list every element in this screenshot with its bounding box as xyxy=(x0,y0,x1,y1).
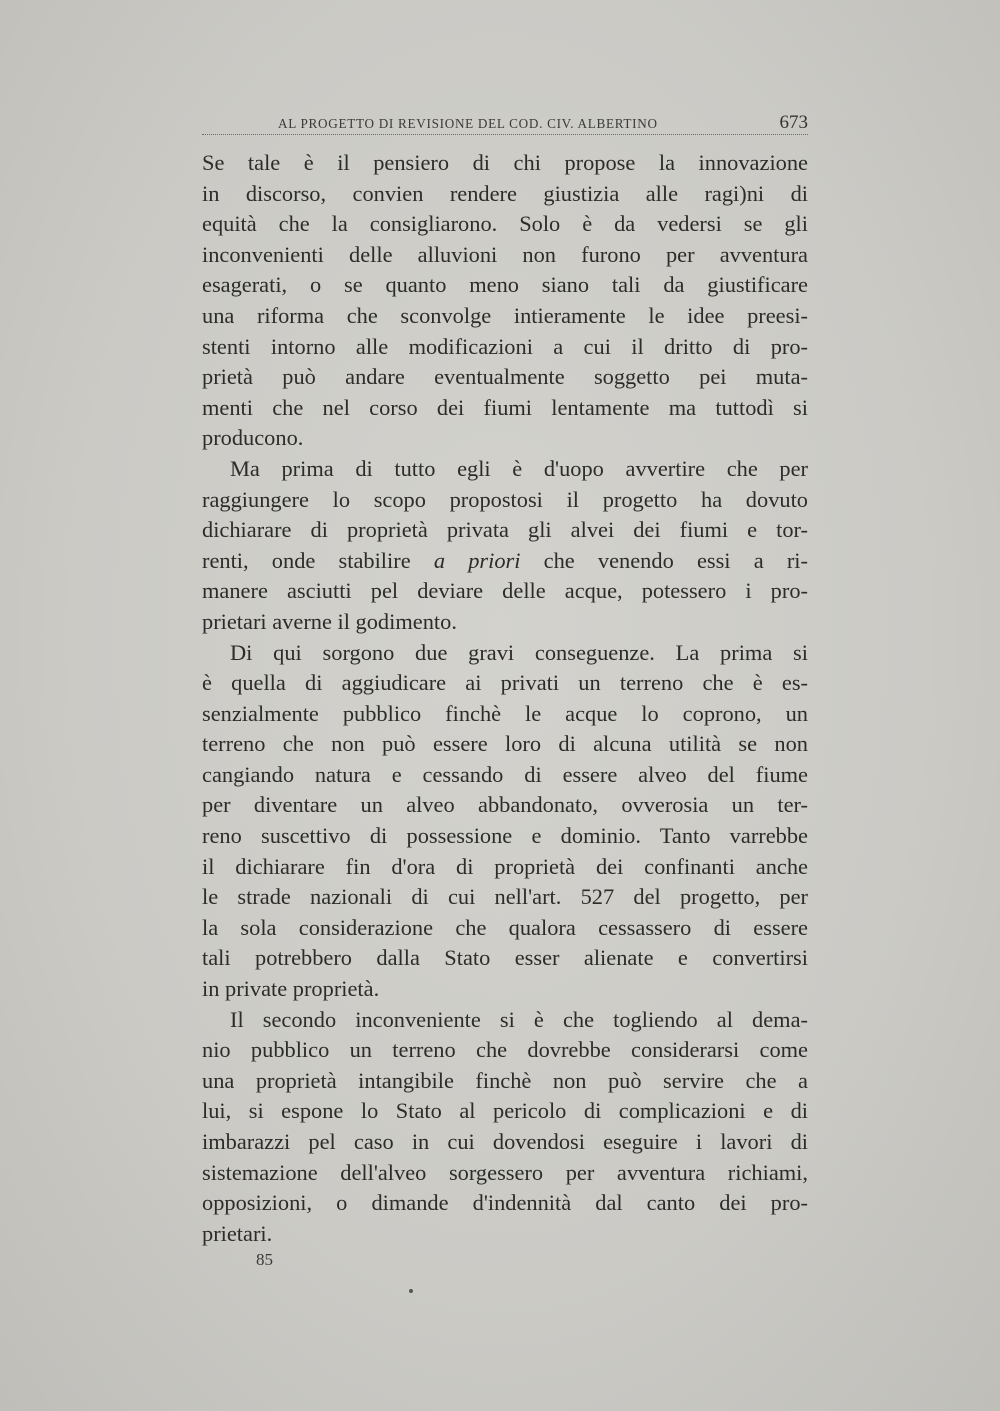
text-line: per diventare un alveo abbandonato, ovverosia un ter- xyxy=(202,792,808,818)
text-line: esagerati, o se quanto meno siano tali da giustificare xyxy=(202,272,808,298)
text-line: sistemazione dell'alveo sorgessero per avventura richiami, xyxy=(202,1159,808,1185)
text-line: le strade nazionali di cui nell'art. 527 del progetto, per xyxy=(202,884,808,910)
text-line: prietari. xyxy=(202,1220,273,1246)
text-line: tali potrebbero dalla Stato esser alienate e convertirsi xyxy=(202,945,808,971)
text-line: prietari averne il godimento. xyxy=(202,608,457,634)
text-line: inconvenienti delle alluvioni non furono per avventura xyxy=(202,241,808,267)
text-line: reno suscettivo di possessione e dominio. Tanto varrebbe xyxy=(202,823,808,849)
body-text xyxy=(202,148,808,1249)
text-line: imbarazzi pel caso in cui dovendosi eseguire i lavori di xyxy=(202,1129,808,1154)
text-line: equità che la consigliarono. Solo è da vedersi se gli xyxy=(202,211,808,237)
text-line: producono. xyxy=(202,425,304,451)
running-title: AL PROGETTO DI REVISIONE DEL COD. CIV. ALBERTINO xyxy=(278,116,658,131)
signature-mark: 85 xyxy=(256,1250,273,1269)
text-line: stenti intorno alle modificazioni a cui il dritto di pro- xyxy=(202,333,808,359)
text-fragment: renti, onde stabilire xyxy=(202,547,411,573)
text-line: il dichiarare fin d'ora di proprietà dei confinanti anche xyxy=(202,853,808,879)
text-line: terreno che non può essere loro di alcuna utilità se non xyxy=(202,731,808,757)
text-line: Se tale è il pensiero di chi propose la innovazione xyxy=(202,150,808,175)
text-line: cangiando natura e cessando di essere alveo del fiume xyxy=(202,761,808,787)
text-line: opposizioni, o dimande d'indennità dal canto dei pro- xyxy=(202,1190,808,1216)
text-line-with-italic xyxy=(202,546,808,577)
text-line: è quella di aggiudicare ai privati un terreno che è es- xyxy=(202,670,808,696)
text-line: senzialmente pubblico finchè le acque lo coprono, un xyxy=(202,700,808,726)
text-line: Di qui sorgono due gravi conseguenze. La prima si xyxy=(230,639,808,665)
page-number: 673 xyxy=(779,112,808,133)
text-line: una riforma che sconvolge intieramente le idee preesi- xyxy=(202,302,808,328)
text-line: lui, si espone lo Stato al pericolo di complicazioni e di xyxy=(202,1098,808,1124)
text-line: manere asciutti pel deviare delle acque, potessero i pro- xyxy=(202,578,808,604)
text-line: in private proprietà. xyxy=(202,976,380,1002)
text-line: nio pubblico un terreno che dovrebbe considerarsi come xyxy=(202,1037,808,1063)
text-line: in discorso, convien rendere giustizia alle ragi)ni di xyxy=(202,180,808,206)
text-line: raggiungere lo scopo propostosi il progetto ha dovuto xyxy=(202,486,808,512)
text-line: la sola considerazione che qualora cessassero di essere xyxy=(202,914,808,940)
text-line: Ma prima di tutto egli è d'uopo avvertire che per xyxy=(230,455,808,481)
text-line: prietà può andare eventualmente soggetto pei muta- xyxy=(202,364,808,390)
text-line: menti che nel corso dei fiumi lentamente ma tuttodì si xyxy=(202,394,808,420)
italic-phrase: a priori xyxy=(433,547,521,573)
text-fragment: che venendo essi a ri- xyxy=(543,547,808,573)
text-line: dichiarare di proprietà privata gli alvei dei fiumi e tor- xyxy=(202,517,808,543)
ink-speck xyxy=(409,1289,413,1293)
running-header xyxy=(202,108,808,135)
text-line: una proprietà intangibile finchè non può servire che a xyxy=(202,1067,808,1093)
text-line: Il secondo inconveniente si è che togliendo al dema- xyxy=(230,1006,808,1032)
